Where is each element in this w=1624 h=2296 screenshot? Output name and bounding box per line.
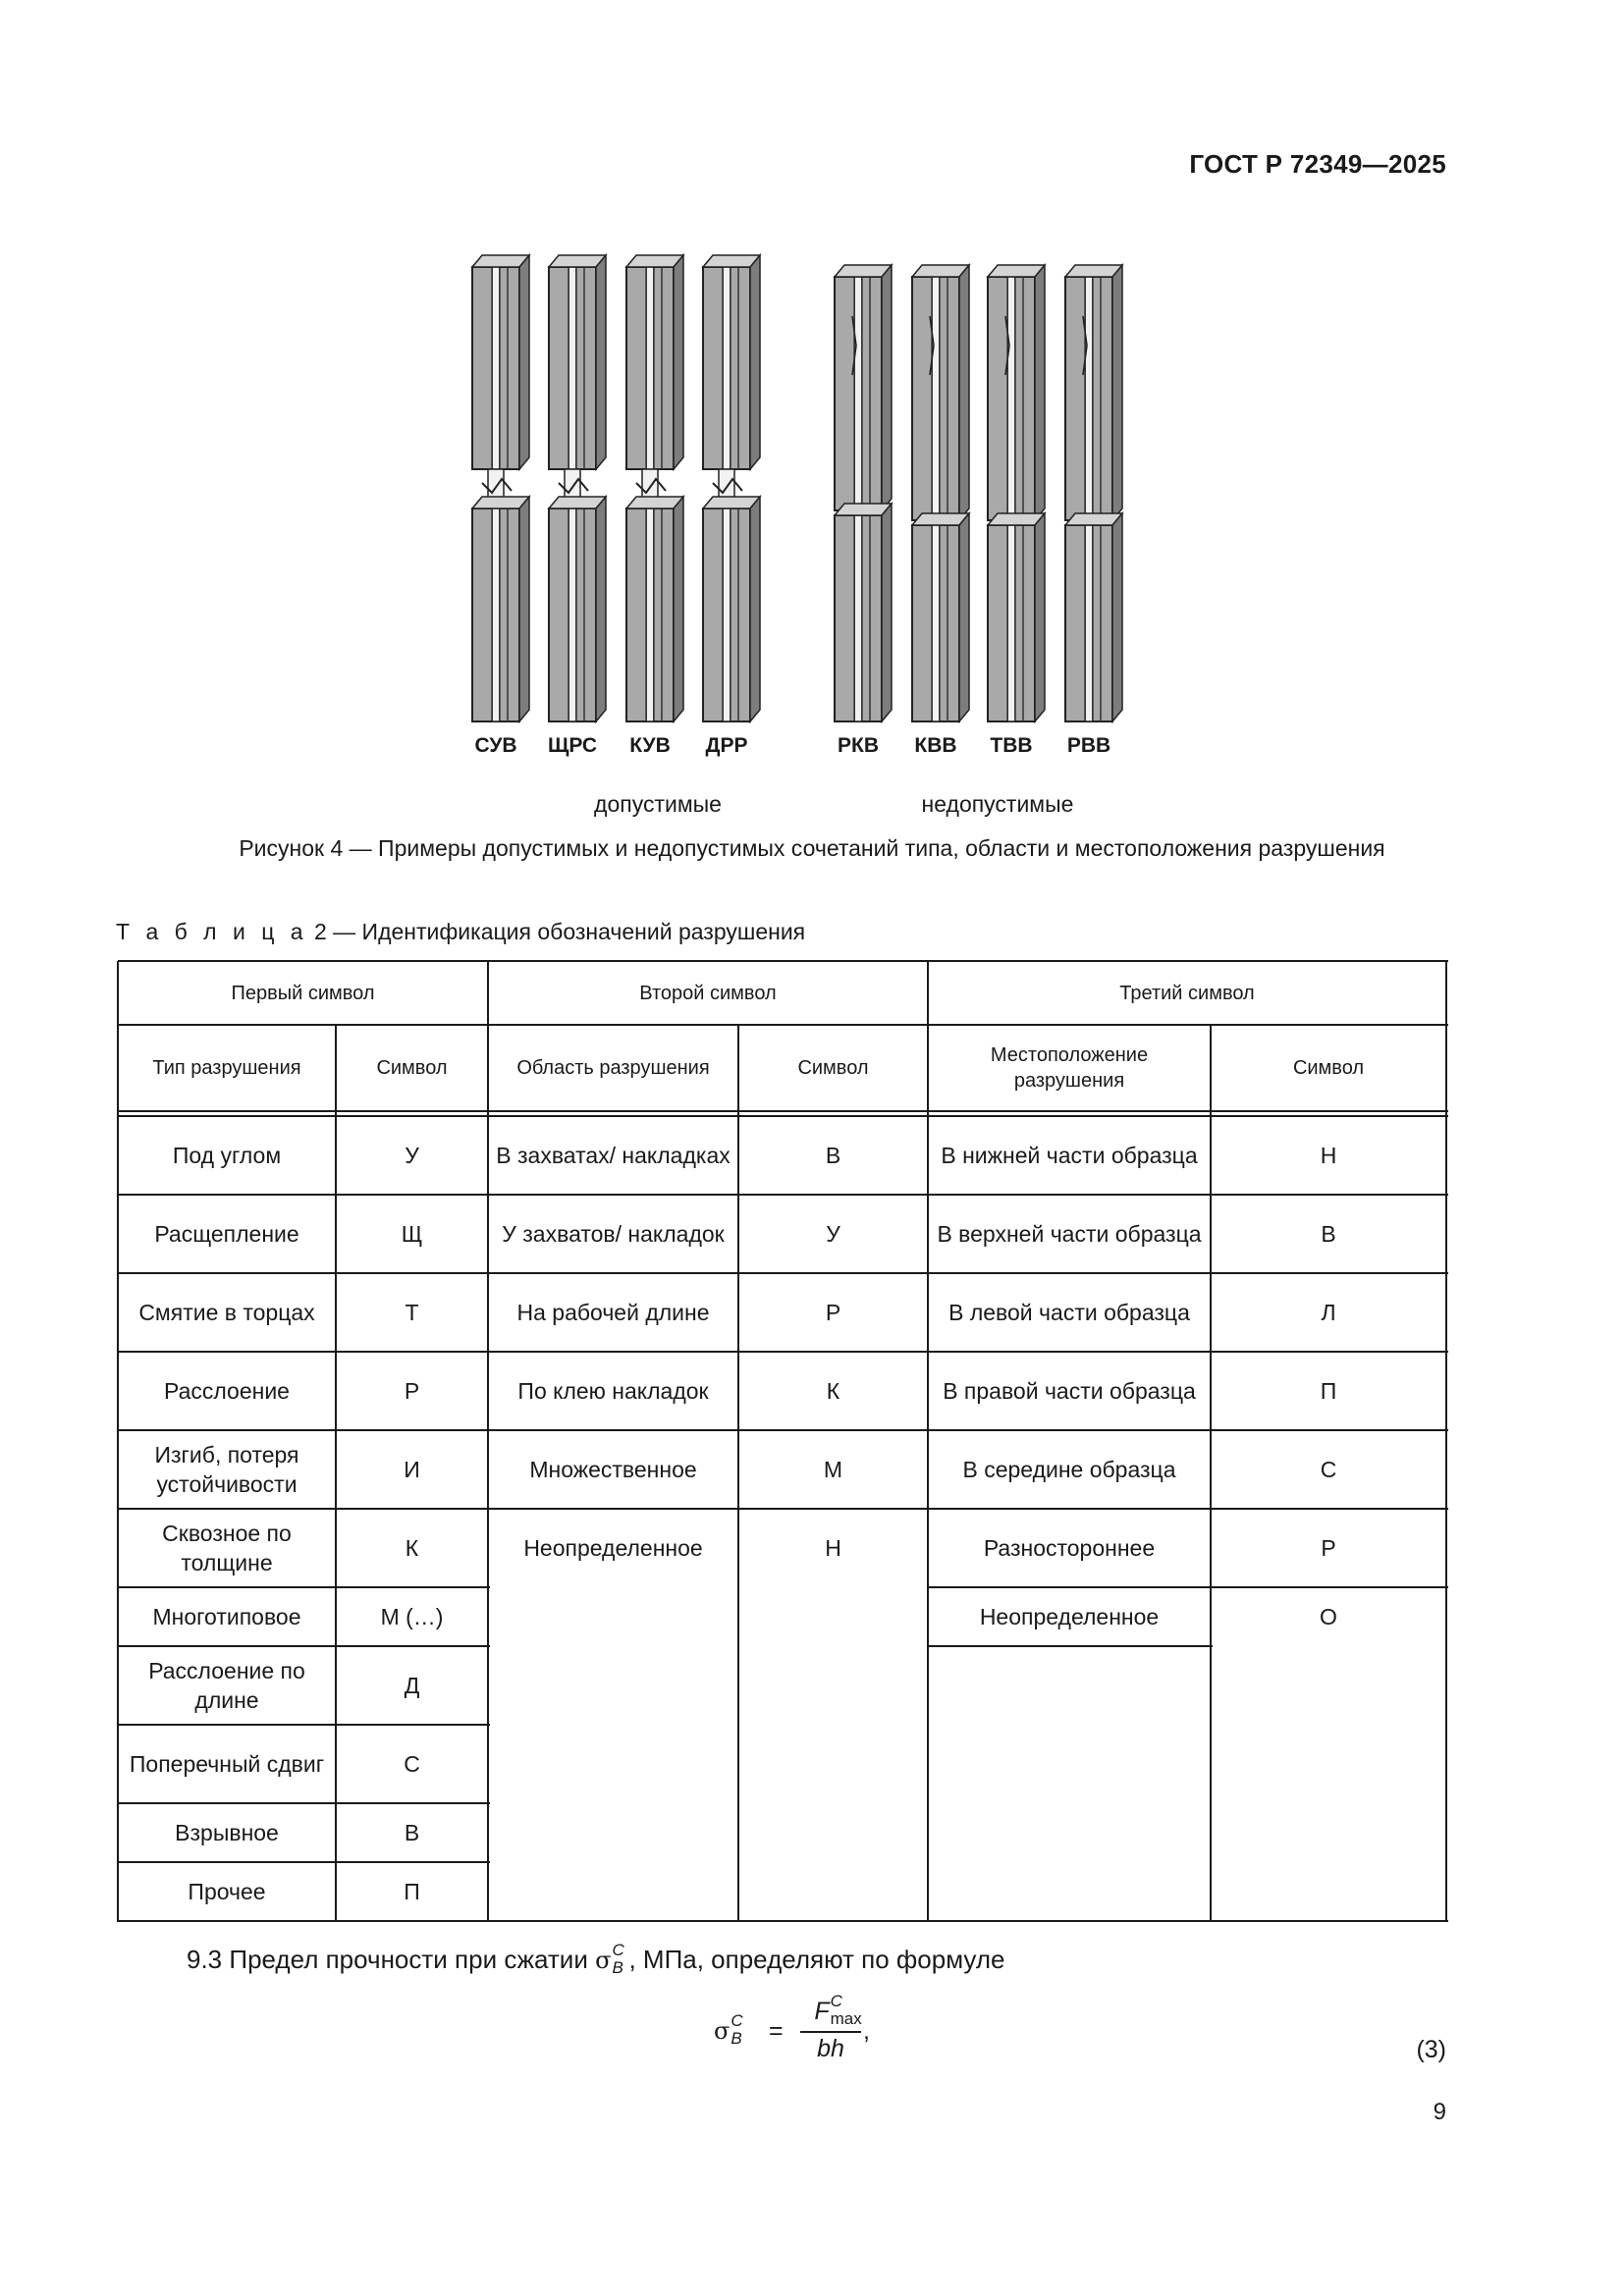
table-title-text: 2 — Идентификация обозначений разрушения <box>313 919 806 944</box>
cell-failure-area-symbol: Р <box>825 1300 841 1325</box>
specimen-2-upper-strip <box>568 267 576 469</box>
specimen-6-upper-strip <box>932 277 940 520</box>
cell-failure-type-symbol: В <box>404 1820 420 1845</box>
specimen-2-lower-side <box>596 497 606 721</box>
cell-failure-type-symbol: П <box>404 1879 420 1904</box>
specimen-5-upper-side <box>882 265 892 510</box>
table-border-bottom <box>118 1920 1448 1922</box>
formula-lhs <box>714 2011 747 2049</box>
table-rule <box>335 1025 337 1922</box>
cell-failure-type-symbol: И <box>404 1457 420 1482</box>
page-header-standard: ГОСТ Р 72349—2025 <box>1189 149 1446 179</box>
column-header: Символ <box>797 1057 869 1079</box>
group-header-third: Третий символ <box>1119 982 1255 1004</box>
cell-failure-type-symbol: Р <box>404 1378 420 1404</box>
formula-denominator: bh <box>817 2035 844 2062</box>
cell-failure-location-symbol: С <box>1320 1457 1337 1482</box>
column-header: Символ <box>376 1057 448 1079</box>
specimen-1-upper-side <box>519 255 529 469</box>
cell-failure-location: В левой части образца <box>948 1300 1190 1325</box>
specimen-1-lower-side <box>519 497 529 721</box>
column-header: Тип разрушения <box>152 1057 301 1079</box>
table-rule <box>118 1724 490 1726</box>
specimen-1-lower-strip <box>492 508 500 721</box>
paragraph-text-before: Предел прочности при сжатии <box>229 1945 588 1974</box>
formula-numerator-sub: max <box>830 2009 862 2029</box>
cell-failure-type-symbol: М (…) <box>380 1604 444 1629</box>
cell-failure-location: Разностороннее <box>983 1535 1156 1561</box>
specimen-6-lower-strip <box>932 525 940 721</box>
paragraph-number: 9.3 <box>187 1945 223 1974</box>
sigma-indices <box>611 1941 628 1978</box>
column-header: Местоположение разрушения <box>990 1044 1149 1092</box>
table-rule <box>118 1586 490 1588</box>
specimen-8-upper-strip <box>1085 277 1093 520</box>
cell-failure-area: В захватах/ накладках <box>496 1143 731 1168</box>
column-header: Символ <box>1292 1057 1365 1079</box>
specimen-7-lower-side <box>1035 513 1045 721</box>
cell-failure-type-symbol: Д <box>404 1673 420 1698</box>
cell-failure-type: Поперечный сдвиг <box>129 1751 325 1777</box>
specimen-4-upper-strip <box>723 267 731 469</box>
cell-failure-area-symbol: М <box>823 1457 843 1482</box>
specimen-4-upper-side <box>750 255 760 469</box>
specimen-3-lower-side <box>674 497 683 721</box>
equation-number: (3) <box>1416 2036 1446 2063</box>
cell-failure-type: Расслоение <box>164 1378 290 1404</box>
specimen-label: КВВ <box>914 734 957 757</box>
specimen-label: КУВ <box>629 734 671 757</box>
cell-failure-location: Неопределенное <box>979 1604 1160 1629</box>
failure-codes-table <box>118 961 1446 1924</box>
specimen-8-lower-strip <box>1085 525 1093 721</box>
formula-3 <box>714 1992 910 2070</box>
cell-failure-location-symbol: Р <box>1321 1535 1336 1561</box>
cell-failure-location-symbol: Л <box>1321 1300 1336 1325</box>
specimen-7-upper-side <box>1035 265 1045 520</box>
table-rule <box>118 1110 1448 1112</box>
cell-failure-type-symbol: К <box>405 1535 419 1561</box>
cell-failure-type: Прочее <box>188 1879 266 1904</box>
page-number: 9 <box>1433 2099 1446 2125</box>
cell-failure-area-symbol: Н <box>825 1535 841 1561</box>
paragraph-text-after: , МПа, определяют по формуле <box>628 1945 1005 1974</box>
table-rule <box>928 1645 1213 1647</box>
table-rule <box>118 1351 490 1353</box>
table-rule <box>118 1802 490 1804</box>
formula-sigma-sub: B <box>731 2029 742 2049</box>
specimen-label: СУВ <box>474 734 517 757</box>
figure-caption: Рисунок 4 — Примеры допустимых и недопустимых сочетаний типа, области и местоположения разрушения <box>239 835 1385 861</box>
specimen-7-lower-strip <box>1007 525 1015 721</box>
table-rule <box>928 1586 1448 1588</box>
formula-sigma: σ <box>714 2017 731 2045</box>
specimen-label: РВВ <box>1066 734 1111 757</box>
cell-failure-area: Множественное <box>529 1457 697 1482</box>
table-rule <box>118 1024 1448 1026</box>
formula-numerator-f: F <box>814 1998 830 2025</box>
specimen-6-lower-side <box>959 513 969 721</box>
table-rule <box>488 1272 1448 1274</box>
specimen-label: ДРР <box>705 734 748 757</box>
cell-failure-location: В верхней части образца <box>937 1221 1202 1247</box>
cell-failure-type-symbol: У <box>405 1143 419 1168</box>
specimen-label: ЩРС <box>547 734 598 757</box>
table-rule <box>488 1351 1448 1353</box>
cell-failure-location-symbol: В <box>1321 1221 1336 1247</box>
cell-failure-type: Расслоение по длине <box>148 1658 305 1713</box>
figure-4 <box>0 0 1624 883</box>
formula-numerator <box>797 1992 886 2029</box>
specimen-label: РКВ <box>838 734 879 757</box>
group-label-unacceptable: недопустимые <box>921 791 1074 817</box>
formula-sigma-sup: C <box>731 2011 743 2031</box>
cell-failure-area: На рабочей длине <box>516 1300 710 1325</box>
table-rule <box>487 961 489 1922</box>
table-rule <box>118 1861 490 1863</box>
formula-sigma-indices <box>730 2011 747 2049</box>
table-title-prefix: Т а б л и ц а <box>116 919 308 944</box>
table-title <box>116 919 805 945</box>
cell-failure-type: Многотиповое <box>152 1604 301 1629</box>
cell-failure-type-symbol: Щ <box>401 1221 423 1247</box>
table-border-right <box>1445 961 1447 1922</box>
table-rule <box>488 1429 1448 1431</box>
table-rule <box>118 1508 490 1510</box>
specimen-5-lower-strip <box>854 515 862 721</box>
specimen-2-lower-strip <box>568 508 576 721</box>
specimen-1-upper-strip <box>492 267 500 469</box>
specimen-5-upper-strip <box>854 277 862 510</box>
table-rule <box>927 961 929 1922</box>
column-header: Область разрушения <box>516 1057 710 1079</box>
sigma-sub: B <box>612 1958 623 1978</box>
specimen-4-lower-strip <box>723 508 731 721</box>
table-rule <box>1210 1025 1212 1922</box>
specimen-6-upper-side <box>959 265 969 520</box>
cell-failure-type: Изгиб, потеря устойчивости <box>154 1442 299 1497</box>
cell-failure-type: Смятие в торцах <box>138 1300 315 1325</box>
formula-comma: , <box>863 2017 870 2045</box>
table-rule <box>118 1194 490 1196</box>
specimen-5-lower-side <box>882 504 892 721</box>
formula-fraction-bar <box>800 2031 861 2033</box>
cell-failure-location: В середине образца <box>962 1457 1176 1482</box>
group-header-first: Первый символ <box>231 982 375 1004</box>
specimens-drawing <box>0 0 1624 883</box>
specimen-3-upper-strip <box>646 267 654 469</box>
paragraph-9-3 <box>187 1941 1005 1978</box>
group-header-second: Второй символ <box>639 982 777 1004</box>
specimen-2-upper-side <box>596 255 606 469</box>
sigma-symbol: σ <box>595 1947 612 1974</box>
formula-numerator-sup: C <box>830 1992 842 2011</box>
cell-failure-area: Неопределенное <box>523 1535 703 1561</box>
cell-failure-location-symbol: Н <box>1320 1143 1337 1168</box>
specimen-7-upper-strip <box>1007 277 1015 520</box>
specimen-3-lower-strip <box>646 508 654 721</box>
specimen-label: ТВВ <box>990 734 1033 757</box>
specimen-8-lower-side <box>1112 513 1122 721</box>
cell-failure-type: Сквозное по толщине <box>162 1521 292 1575</box>
cell-failure-area-symbol: У <box>826 1221 840 1247</box>
cell-failure-type: Взрывное <box>175 1820 279 1845</box>
cell-failure-area: По клею накладок <box>517 1378 709 1404</box>
cell-failure-location-symbol: О <box>1320 1604 1337 1629</box>
cell-failure-location: В нижней части образца <box>941 1143 1198 1168</box>
cell-failure-type: Расщепление <box>154 1221 299 1247</box>
cell-failure-type-symbol: С <box>404 1751 420 1777</box>
table-border-top <box>118 960 1448 962</box>
cell-failure-area-symbol: К <box>826 1378 840 1404</box>
table-border-left <box>117 961 119 1922</box>
table-rule <box>118 1272 490 1274</box>
cell-failure-type: Под углом <box>172 1143 282 1168</box>
table-rule <box>488 1508 1448 1510</box>
specimen-4-lower-side <box>750 497 760 721</box>
cell-failure-location-symbol: П <box>1320 1378 1337 1404</box>
specimen-3-upper-side <box>674 255 683 469</box>
specimen-8-upper-side <box>1112 265 1122 520</box>
table-rule <box>118 1115 1448 1117</box>
table-rule <box>488 1194 1448 1196</box>
table-rule <box>737 1025 739 1922</box>
cell-failure-type-symbol: Т <box>405 1300 419 1325</box>
table-rule <box>118 1645 490 1647</box>
formula-equals: = <box>769 2017 784 2045</box>
cell-failure-area-symbol: В <box>825 1143 841 1168</box>
cell-failure-area: У захватов/ накладок <box>502 1221 725 1247</box>
group-label-acceptable: допустимые <box>594 791 722 817</box>
cell-failure-location: В правой части образца <box>943 1378 1196 1404</box>
sigma-sup: C <box>612 1941 624 1960</box>
table-rule <box>118 1429 490 1431</box>
